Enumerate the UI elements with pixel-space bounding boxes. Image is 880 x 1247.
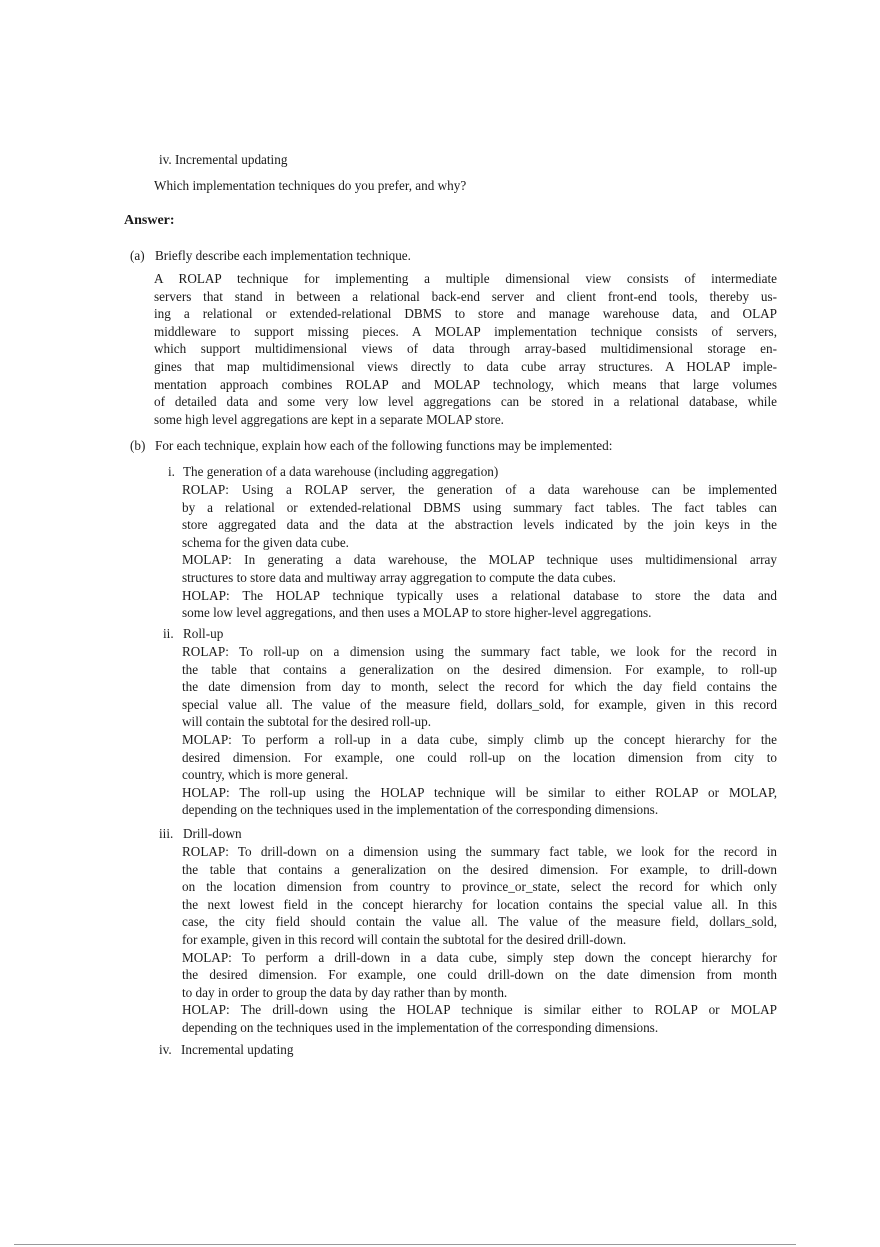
paragraph-line: the table that contains a generalization on the desired dimension. For example, to roll-up [182, 661, 777, 677]
paragraph-line: which support multidimensional views of data through array-based multidimensional storage en- [154, 341, 777, 357]
paragraph-line: desired dimension. For example, one could roll-up on the location dimension from city to [182, 749, 777, 765]
paragraph-line: A ROLAP technique for implementing a multiple dimensional view consists of intermediate [154, 271, 777, 286]
paragraph-line: the next lowest field in the concept hierarchy for location contains the special value all. In this [182, 896, 777, 912]
paragraph-line: store aggregated data and the data at the abstraction levels indicated by the join keys in the [182, 517, 777, 533]
item-iv-top: iv. Incremental updating [159, 152, 288, 167]
part-b-label: (b) [130, 438, 146, 453]
paragraph-line: special value all. The value of the measure field, dollars_sold, for example, given in this record [182, 696, 777, 712]
paragraph-line: by a relational or extended-relational DBMS using summary fact tables. The fact tables can [182, 499, 777, 515]
paragraph-line: mentation approach combines ROLAP and MOLAP technology, which means that large volumes [154, 376, 777, 392]
paragraph-line: the desired dimension. For example, one could drill-down on the date dimension from month [182, 967, 777, 983]
paragraph-line: to day in order to group the data by day rather than by month. [182, 984, 508, 1000]
paragraph-line: schema for the given data cube. [182, 534, 349, 550]
paragraph-line: HOLAP: The HOLAP technique typically uses a relational database to store the data and [182, 587, 777, 603]
paragraph-line: depending on the techniques used in the implementation of the corresponding dimensions. [182, 802, 659, 818]
paragraph-line: servers that stand in between a relational back-end server and client front-end tools, thereby us- [154, 288, 777, 304]
part-a-title: Briefly describe each implementation technique. [155, 248, 411, 263]
part-a-label: (a) [130, 248, 145, 263]
paragraph-line: the date dimension from day to month, select the record for which the day field contains the [182, 679, 777, 695]
paragraph-line: for example, given in this record will contain the subtotal for the desired drill-down. [182, 932, 627, 947]
item-ii-label: ii. [163, 626, 174, 641]
paragraph-line: some low level aggregations, and then uses a MOLAP to store higher-level aggregations. [182, 605, 652, 621]
paragraph-line: MOLAP: In generating a data warehouse, the MOLAP technique uses multidimensional array [182, 552, 777, 568]
item-iii-label: iii. [159, 826, 174, 841]
item-iv-label: iv. [159, 1042, 172, 1057]
paragraph-line: middleware to support missing pieces. A MOLAP implementation technique consists of servers, [154, 323, 777, 339]
paragraph-line: the table that contains a generalization on the desired dimension. For example, to drill-down [182, 861, 777, 877]
item-ii-title: Roll-up [183, 626, 224, 641]
paragraph-line: will contain the subtotal for the desired roll-up. [182, 714, 432, 730]
paragraph-line: ROLAP: Using a ROLAP server, the generation of a data warehouse can be implemented [182, 482, 777, 497]
paragraph-line: of detailed data and some very low level aggregations can be stored in a relational database, while [154, 394, 777, 410]
item-i-label: i. [168, 464, 175, 479]
paragraph-line: HOLAP: The drill-down using the HOLAP technique is similar either to ROLAP or MOLAP [182, 1002, 777, 1018]
answer-heading: Answer: [124, 213, 175, 228]
question-text: Which implementation techniques do you prefer, and why? [154, 178, 467, 193]
item-iv-title: Incremental updating [181, 1042, 294, 1057]
part-b-title: For each technique, explain how each of the following functions may be implemented: [155, 438, 613, 453]
paragraph-line: case, the city field should contain the value all. The value of the measure field, dollars_sold, [182, 914, 777, 930]
item-i-title: The generation of a data warehouse (including aggregation) [183, 464, 499, 479]
paragraph-line: on the location dimension from country to province_or_state, select the record for which only [182, 879, 777, 895]
paragraph-line: country, which is more general. [182, 767, 349, 783]
paragraph-line: structures to store data and multiway array aggregation to compute the data cubes. [182, 570, 616, 585]
footer-rule [14, 1244, 796, 1245]
paragraph-line: MOLAP: To perform a drill-down in a data cube, simply step down the concept hierarchy for [182, 949, 777, 965]
paragraph-line: ROLAP: To drill-down on a dimension using the summary fact table, we look for the record in [182, 844, 777, 859]
paragraph-line: some high level aggregations are kept in a separate MOLAP store. [154, 411, 504, 427]
paragraph-line: depending on the techniques used in the implementation of the corresponding dimensions. [182, 1020, 659, 1035]
paragraph-line: gines that map multidimensional views directly to data cube array structures. A HOLAP imple- [154, 359, 777, 374]
item-iii-title: Drill-down [183, 826, 242, 841]
paragraph-line: ing a relational or extended-relational DBMS to store and manage warehouse data, and OLAP [154, 306, 777, 322]
paragraph-line: MOLAP: To perform a roll-up in a data cube, simply climb up the concept hierarchy for the [182, 732, 777, 747]
paragraph-line: ROLAP: To roll-up on a dimension using the summary fact table, we look for the record in [182, 644, 777, 659]
paragraph-line: HOLAP: The roll-up using the HOLAP technique will be similar to either ROLAP or MOLAP, [182, 784, 777, 800]
